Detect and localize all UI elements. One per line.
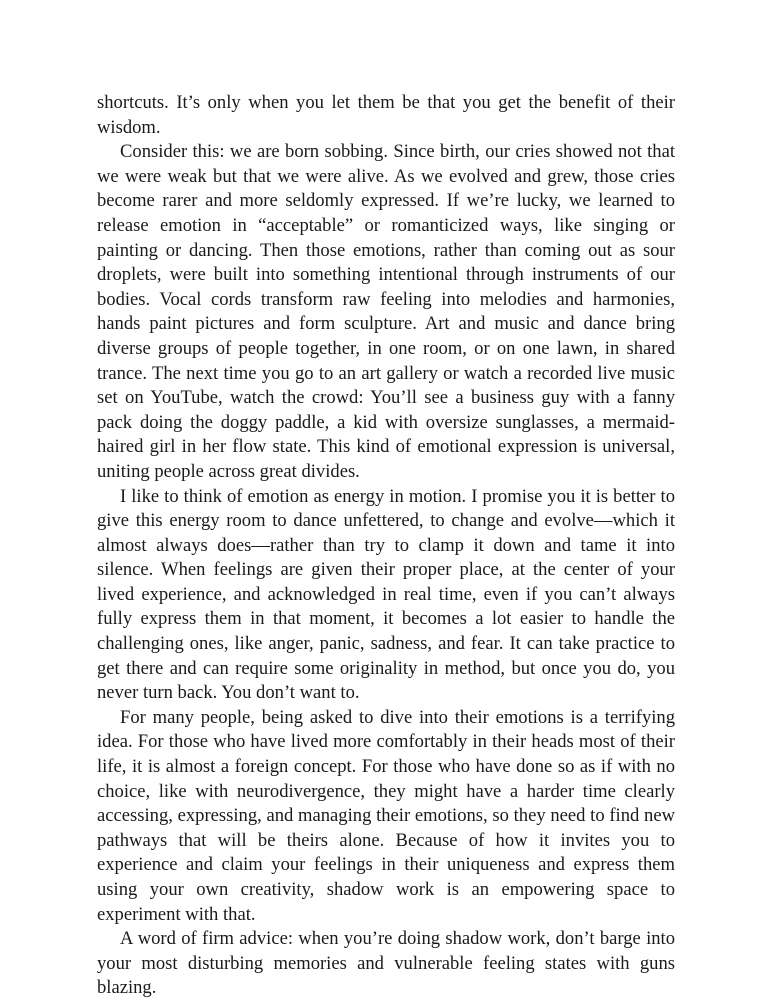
paragraph-2: Consider this: we are born sobbing. Since birth, our cries showed not that we were weak but that we were alive. As we evolved and grew, those cries become rarer and more seldomly expressed. If we’re lucky, we learned to release emotion in “acceptable” or romanticized ways, like singing or painting or dancing. Then those emotions, rather than coming out as sour droplets, were built into something intentional through instruments of our bodies. Vocal cords transform raw feeling into melodies and harmonies, hands paint pictures and form sculpture. Art and music and dance bring diverse groups of people together, in one room, or on one lawn, in shared trance. The next time you go to an art gallery or watch a recorded live music set on YouTube, watch the crowd: You’ll see a business guy with a fanny pack doing the doggy paddle, a kid with oversize sunglasses, a mermaid-haired girl in her flow state. This kind of emotional expression is universal, uniting people across great divides. — [97, 141, 675, 482]
paragraph-5: A word of firm advice: when you’re doing shadow work, don’t barge into your most disturbing memories and vulnerable feeling states with guns blazing. — [97, 928, 675, 999]
paragraph-1: shortcuts. It’s only when you let them be that you get the benefit of their wisdom. — [97, 92, 675, 138]
paragraph-3: I like to think of emotion as energy in motion. I promise you it is better to give this energy room to dance unfettered, to change and evolve—which it almost always does—rather than try to clamp it down and tame it into silence. When feelings are given their proper place, at the center of your lived experience, and acknowledged in real time, even if you can’t always fully express them in that moment, it becomes a lot easier to handle the challenging ones, like anger, panic, sadness, and fear. It can take practice to get there and can require some originality in method, but once you do, you never turn back. You don’t want to. — [97, 485, 675, 704]
paragraph-4: For many people, being asked to dive into their emotions is a terrifying idea. For those who have lived more comfortably in their heads most of their life, it is almost a foreign concept. For those who have done so as if with no choice, like with neurodivergence, they might have a harder time clearly accessing, expressing, and managing their emotions, so they need to find new pathways that will be theirs alone. Because of how it invites you to experience and claim your feelings in their uniqueness and express them using your own creativity, shadow work is an empowering space to experiment with that. — [97, 706, 675, 925]
book-page — [97, 91, 675, 1001]
